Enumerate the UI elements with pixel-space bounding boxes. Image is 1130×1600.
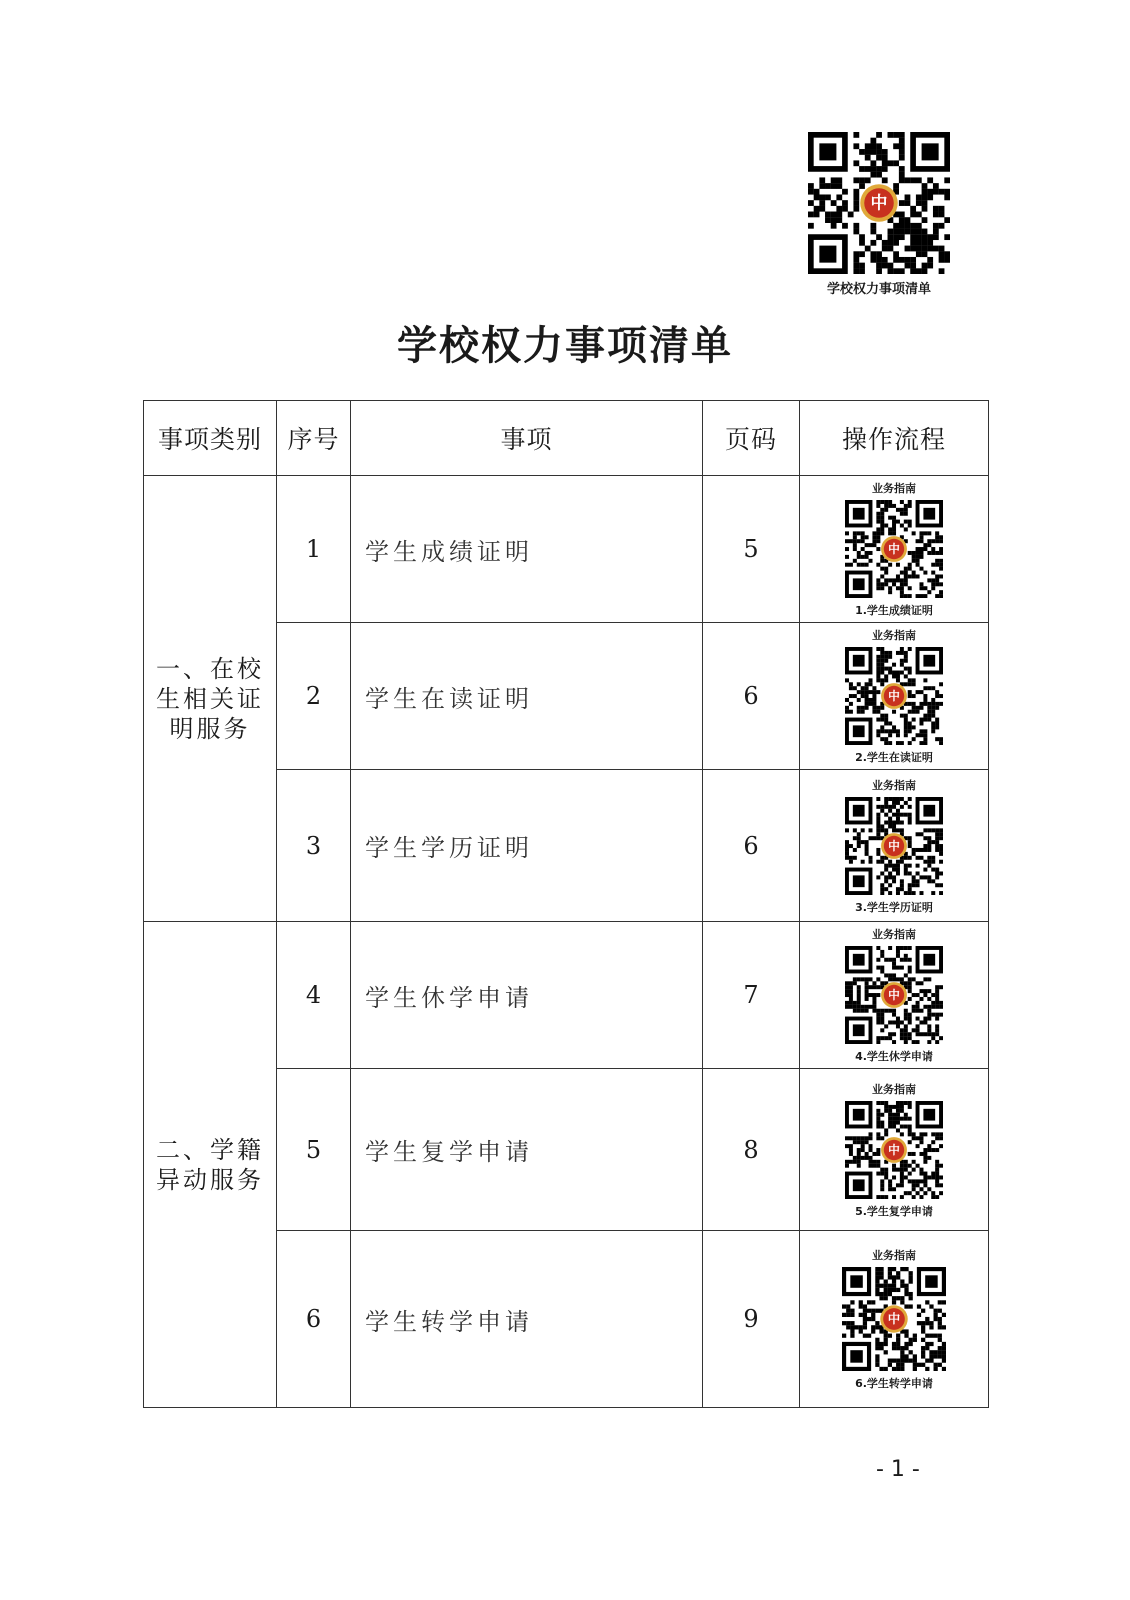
qr-code-icon — [842, 1267, 946, 1371]
qr-caption: 5.学生复学申请 — [855, 1204, 933, 1218]
seq-cell: 3 — [277, 770, 351, 922]
header-page: 页码 — [703, 401, 800, 476]
item-cell: 学生复学申请 — [351, 1069, 703, 1231]
qr-guide-label: 业务指南 — [872, 629, 916, 642]
flow-cell — [800, 922, 989, 1069]
item-cell: 学生转学申请 — [351, 1231, 703, 1408]
category-cell: 二、学籍异动服务 — [144, 922, 277, 1408]
page-number: - 1 - — [876, 1457, 920, 1482]
page-cell: 6 — [703, 623, 800, 770]
svg-text:中: 中 — [870, 193, 888, 214]
qr-caption: 1.学生成绩证明 — [855, 604, 933, 617]
qr-caption: 4.学生休学申请 — [855, 1050, 933, 1063]
flow-qr-block[interactable] — [800, 777, 988, 915]
svg-text:中: 中 — [888, 987, 900, 1002]
seq-cell: 6 — [277, 1231, 351, 1408]
header-item: 事项 — [351, 401, 703, 476]
flow-qr-block[interactable] — [800, 1247, 988, 1391]
header-qr-caption: 学校权力事项清单 — [826, 282, 931, 297]
page-title: 学校权力事项清单 — [397, 322, 733, 369]
qr-code-icon — [845, 500, 943, 598]
page-cell: 8 — [703, 1069, 800, 1231]
qr-code-icon — [845, 647, 943, 745]
table-row — [144, 922, 989, 1069]
header-seq: 序号 — [277, 401, 351, 476]
page-cell: 9 — [703, 1231, 800, 1408]
seq-cell: 5 — [277, 1069, 351, 1231]
qr-guide-label: 业务指南 — [872, 482, 916, 495]
item-cell: 学生在读证明 — [351, 623, 703, 770]
category-cell: 一、在校生相关证明服务 — [144, 476, 277, 922]
svg-text:中: 中 — [888, 541, 900, 556]
qr-guide-label: 业务指南 — [872, 1082, 916, 1096]
flow-cell — [800, 770, 989, 922]
qr-caption: 3.学生学历证明 — [855, 900, 933, 914]
seq-cell: 4 — [277, 922, 351, 1069]
item-cell: 学生成绩证明 — [351, 476, 703, 623]
item-cell: 学生休学申请 — [351, 922, 703, 1069]
flow-cell — [800, 623, 989, 770]
qr-code-icon — [845, 797, 943, 895]
svg-text:中: 中 — [887, 1311, 901, 1327]
header-flow: 操作流程 — [800, 401, 989, 476]
flow-qr-block[interactable] — [800, 926, 988, 1064]
flow-qr-block[interactable] — [800, 1081, 988, 1219]
qr-code-icon — [808, 132, 950, 274]
seq-cell: 1 — [277, 476, 351, 623]
table-row — [144, 476, 989, 623]
flow-cell — [800, 476, 989, 623]
flow-qr-block[interactable] — [800, 627, 988, 765]
qr-caption: 6.学生转学申请 — [855, 1377, 933, 1390]
header-category: 事项类别 — [144, 401, 277, 476]
seq-cell: 2 — [277, 623, 351, 770]
page-cell: 6 — [703, 770, 800, 922]
svg-text:中: 中 — [888, 1142, 900, 1157]
page-cell: 7 — [703, 922, 800, 1069]
svg-text:中: 中 — [888, 838, 900, 853]
table-header-row — [144, 401, 989, 476]
flow-qr-block[interactable] — [800, 480, 988, 618]
flow-cell — [800, 1231, 989, 1408]
header-qr-code — [808, 132, 950, 297]
svg-text:中: 中 — [888, 688, 900, 703]
qr-code-icon — [845, 1101, 943, 1199]
power-items-table — [143, 400, 989, 1408]
item-cell: 学生学历证明 — [351, 770, 703, 922]
page-cell: 5 — [703, 476, 800, 623]
qr-guide-label: 业务指南 — [872, 778, 916, 792]
qr-code-icon — [845, 946, 943, 1044]
flow-cell — [800, 1069, 989, 1231]
qr-guide-label: 业务指南 — [872, 928, 916, 941]
qr-caption: 2.学生在读证明 — [855, 751, 933, 764]
qr-guide-label: 业务指南 — [872, 1249, 916, 1262]
